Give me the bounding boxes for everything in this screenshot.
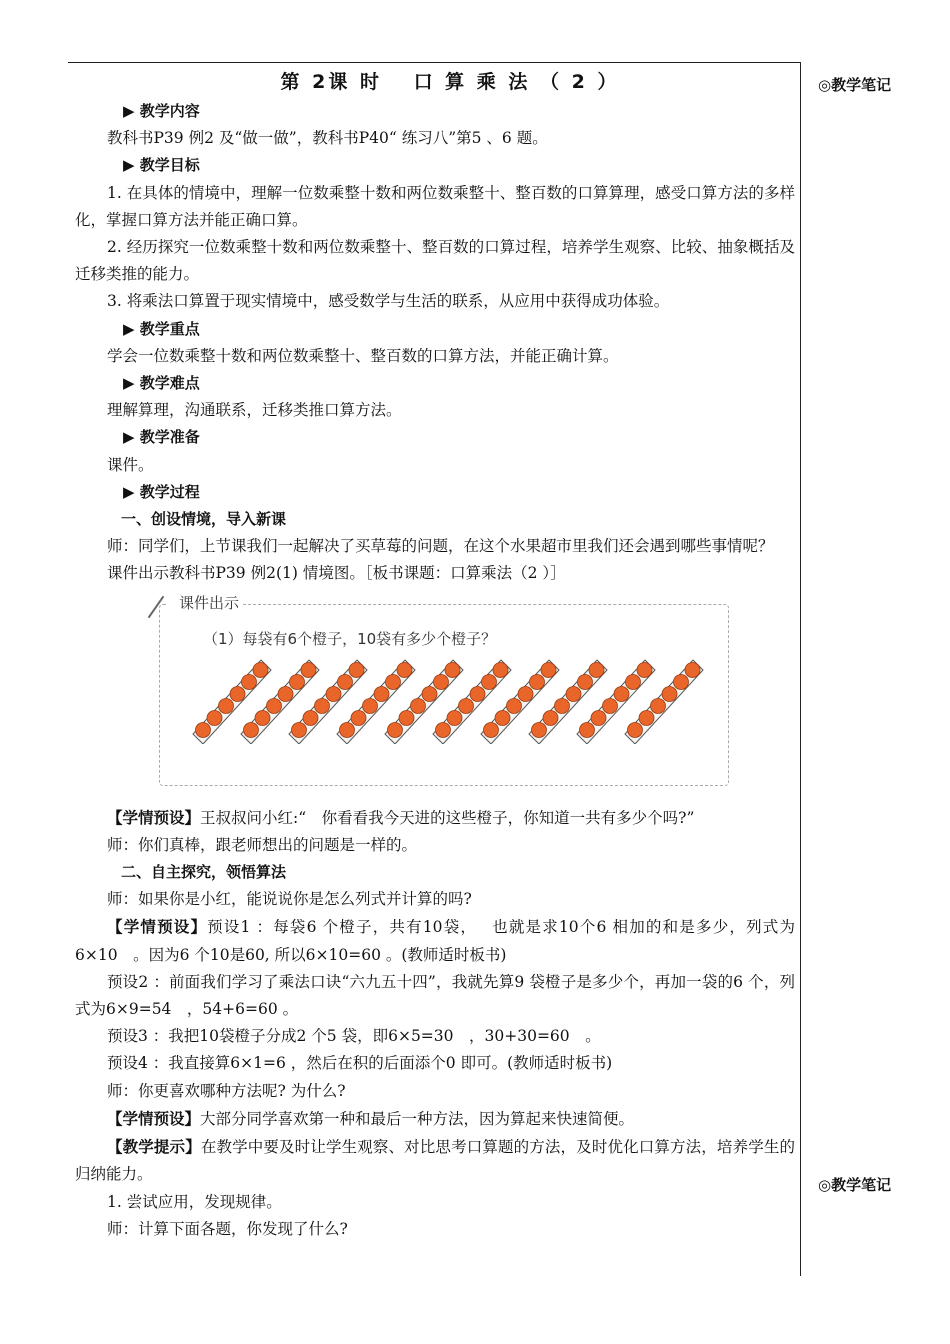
orange xyxy=(207,710,222,725)
orange xyxy=(436,722,451,737)
heading-prep: ▶ 教学准备 xyxy=(123,428,200,447)
paragraph-7: 预设2 ：前面我们学习了乘法口诀“六九五十四”，我就先算9 袋橙子是多少个，再加一袋的6 个，列式为6×9=54 ，54+6=60 。 xyxy=(75,972,795,1019)
orange xyxy=(459,698,474,713)
orange xyxy=(303,710,318,725)
orange xyxy=(278,686,293,701)
heading-content: ▶ 教学内容 xyxy=(123,102,200,120)
orange xyxy=(484,722,499,737)
orange xyxy=(674,674,689,689)
paragraph-3-text: 王叔叔问小红:“ 你看看我今天进的这些橙子，你知道一共有多少个吗?” xyxy=(200,808,695,827)
orange xyxy=(290,674,305,689)
paragraph-12 xyxy=(75,1133,795,1188)
orange xyxy=(386,674,401,689)
orange xyxy=(445,662,460,677)
orange xyxy=(315,698,330,713)
step-2-heading: 二、自主探究，领悟算法 xyxy=(121,863,287,882)
orange xyxy=(374,686,389,701)
figure-label: 课件出示 xyxy=(167,590,243,617)
orange xyxy=(543,710,558,725)
figure-question: （1）每袋有6个橙子，10袋有多少个橙子？ xyxy=(203,629,497,648)
tag-teaching-tip: 【教学提示】 xyxy=(107,1137,201,1157)
difficulty-text: 理解算理，沟通联系，迁移类推口算方法。 xyxy=(107,401,402,420)
orange xyxy=(495,710,510,725)
orange xyxy=(399,710,414,725)
goal-2: 2. 经历探究一位数乘整十数和两位数乘整十、整百数的口算过程，培养学生观察、比较、抽象概括及迁移类推的能力。 xyxy=(75,238,795,284)
orange xyxy=(255,710,270,725)
paragraph-5: 师：如果你是小红，能说说你是怎么列式并计算的吗? xyxy=(107,890,472,909)
margin-rule xyxy=(800,62,801,1276)
orange xyxy=(532,722,547,737)
orange-bags-illustration xyxy=(191,654,711,744)
key-text: 学会一位数乘整十数和两位数乘整十、整百数的口算方法，并能正确计算。 xyxy=(107,346,619,365)
orange xyxy=(349,662,364,677)
teaching-note-label-bottom: ◎教学笔记 xyxy=(818,1176,892,1194)
paragraph-8: 预设3 ：我把10袋橙子分成2 个5 袋，即6×5=30 ，30+30=60 。 xyxy=(107,1027,601,1046)
paragraph-12-text: 在教学中要及时让学生观察、对比思考口算题的方法，及时优化口算方法，培养学生的归纳能力。 xyxy=(75,1138,795,1184)
orange xyxy=(614,686,629,701)
paragraph-1: 师：同学们，上节课我们一起解决了买草莓的问题，在这个水果超市里我们还会遇到哪些事情呢？ xyxy=(107,537,774,556)
orange xyxy=(518,686,533,701)
orange xyxy=(685,662,700,677)
orange xyxy=(493,662,508,677)
orange xyxy=(219,698,234,713)
lesson-title: 第 2课 时 口 算 乘 法 （ 2 ） xyxy=(280,71,620,93)
orange xyxy=(589,662,604,677)
content-text: 教科书P39 例2 及“做一做”，教科书P40“ 练习八”第5 、6 题。 xyxy=(107,129,548,148)
lesson-body xyxy=(75,66,795,1243)
teaching-note-label-top: ◎教学笔记 xyxy=(818,76,892,94)
tag-student-preview: 【学情预设】 xyxy=(107,917,208,937)
paragraph-14: 师：计算下面各题，你发现了什么? xyxy=(107,1219,348,1238)
orange xyxy=(566,686,581,701)
orange xyxy=(530,674,545,689)
paragraph-10: 师：你更喜欢哪种方法呢? 为什么? xyxy=(107,1081,346,1100)
orange xyxy=(411,698,426,713)
orange xyxy=(591,710,606,725)
orange xyxy=(292,722,307,737)
orange xyxy=(422,686,437,701)
orange xyxy=(662,686,677,701)
goal-3: 3. 将乘法口算置于现实情境中，感受数学与生活的联系，从应用中获得成功体验。 xyxy=(107,292,670,311)
orange xyxy=(434,674,449,689)
orange xyxy=(196,722,211,737)
goal-1: 1. 在具体的情境中，理解一位数乘整十数和两位数乘整十、整百数的口算算理，感受口算方法的多样化，掌握口算方法并能正确口算。 xyxy=(75,183,795,229)
top-rule xyxy=(68,62,800,63)
heading-goals: ▶ 教学目标 xyxy=(123,156,200,175)
orange xyxy=(447,710,462,725)
heading-difficulty: ▶ 教学难点 xyxy=(123,374,200,393)
paragraph-6-text: 预设1 ：每袋6 个橙子，共有10袋， 也就是求10个6 相加的和是多少，列式为6×10 。因为6 个10是60, 所以6×10=60 。(教师适时板书) xyxy=(75,918,795,964)
paragraph-4: 师：你们真棒，跟老师想出的问题是一样的。 xyxy=(107,835,418,854)
orange xyxy=(651,698,666,713)
orange xyxy=(267,698,282,713)
orange xyxy=(230,686,245,701)
paragraph-3 xyxy=(75,804,795,832)
prep-text: 课件。 xyxy=(107,455,154,474)
orange xyxy=(628,722,643,737)
orange xyxy=(637,662,652,677)
tag-student-preview: 【学情预设】 xyxy=(107,1108,201,1128)
orange xyxy=(626,674,641,689)
orange xyxy=(580,722,595,737)
orange xyxy=(301,662,316,677)
orange xyxy=(470,686,485,701)
heading-process: ▶ 教学过程 xyxy=(123,482,200,501)
paragraph-13: 1. 尝试应用，发现规律。 xyxy=(107,1192,282,1211)
orange xyxy=(603,698,618,713)
orange xyxy=(388,722,403,737)
orange xyxy=(541,662,556,677)
orange xyxy=(326,686,341,701)
step-1-heading: 一、创设情境，导入新课 xyxy=(121,510,287,529)
orange xyxy=(253,662,268,677)
orange xyxy=(351,710,366,725)
paragraph-11-text: 大部分同学喜欢第一种和最后一种方法，因为算起来快速简便。 xyxy=(200,1109,635,1128)
orange xyxy=(340,722,355,737)
heading-key: ▶ 教学重点 xyxy=(123,319,200,338)
orange xyxy=(338,674,353,689)
orange xyxy=(555,698,570,713)
orange xyxy=(482,674,497,689)
paragraph-2: 课件出示教科书P39 例2(1) 情境图。［板书课题：口算乘法（2 ）］ xyxy=(107,564,566,583)
paragraph-11 xyxy=(75,1105,795,1133)
orange xyxy=(242,674,257,689)
paragraph-9: 预设4 ：我直接算6×1=6 ，然后在积的后面添个0 即可。(教师适时板书) xyxy=(107,1054,613,1073)
orange xyxy=(639,710,654,725)
orange xyxy=(578,674,593,689)
orange xyxy=(397,662,412,677)
orange xyxy=(507,698,522,713)
orange xyxy=(363,698,378,713)
orange xyxy=(244,722,259,737)
paragraph-6 xyxy=(75,913,795,968)
courseware-figure xyxy=(75,594,795,798)
tag-student-preview: 【学情预设】 xyxy=(107,807,201,827)
